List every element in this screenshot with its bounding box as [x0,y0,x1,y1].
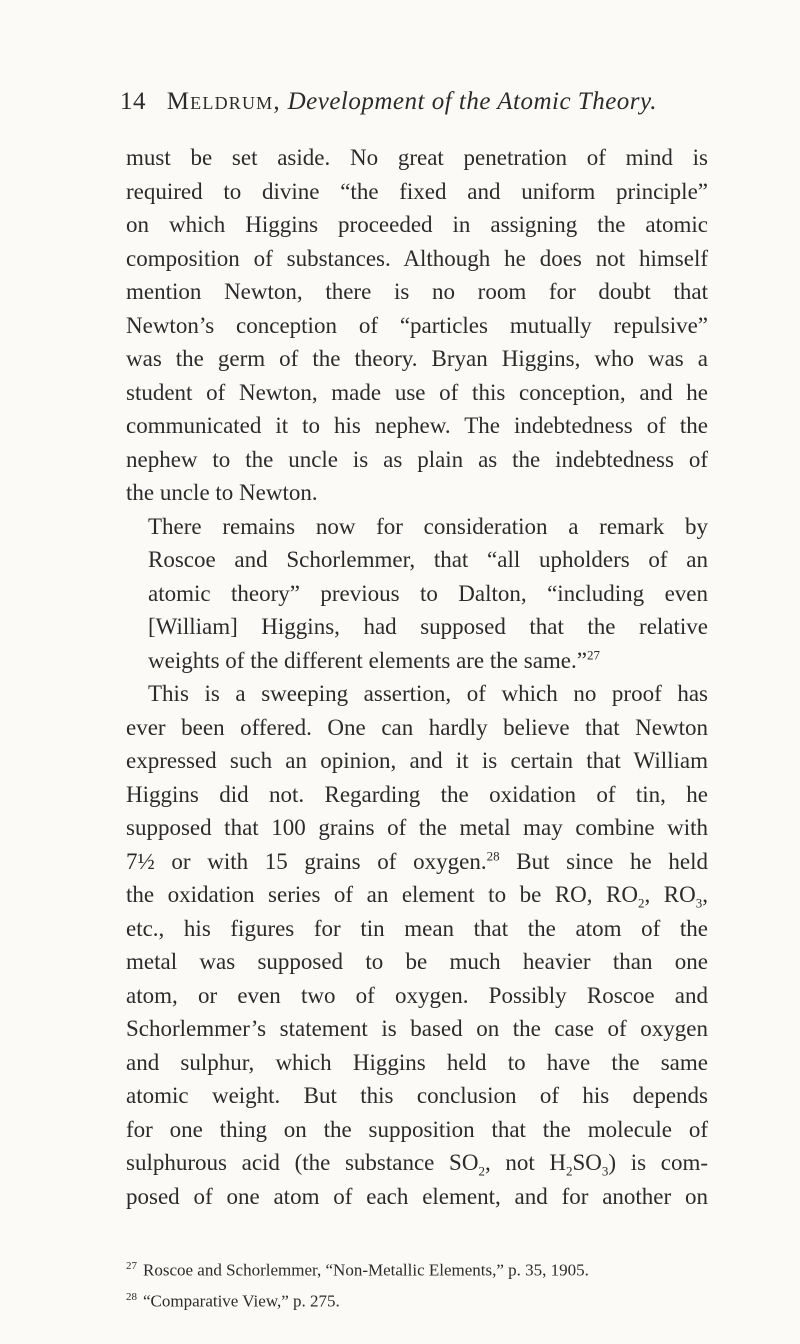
footnote-mark: 28 [126,1290,137,1303]
subscript: 2 [566,1163,573,1179]
text-line: nephew to the uncle is as plain as the indebtedness of [126,446,708,472]
text-line: atomic theory” previous to Dalton, “including even [148,580,708,606]
text-line: expressed such an opinion, and it is certain that William [126,748,708,773]
running-head-author: Meldrum, [166,88,281,115]
text-line: atomic weight. But this conclusion of his depends [126,1083,708,1108]
text-fragment: ) is com- [608,1150,708,1175]
text-line [126,1146,708,1180]
text-line: There remains now for consideration a remark by [148,513,708,539]
paragraph-1 [126,141,708,510]
text-line: posed of one atom of each element, and for another on [126,1183,708,1209]
text-line: student of Newton, made use of this conception, and he [126,379,708,405]
text-fragment: SO [572,1150,602,1175]
text-fragment: But since he held [499,848,708,874]
text-line: composition of substances. Although he does not himself [126,245,708,271]
text-line [126,845,708,879]
text-line: Newton’s conception of “particles mutually repulsive” [126,312,708,338]
page-number: 14 [120,88,146,115]
subscript: 3 [601,1163,609,1179]
text-line: Schorlemmer’s statement is based on the case of oxygen [126,1016,708,1041]
footnote-ref-28[interactable]: 28 [486,847,500,863]
text-line: on which Higgins proceeded in assigning the atomic [126,212,708,237]
text-fragment: the oxidation series of an element to be RO, RO [126,882,639,907]
text-line: was the germ of the theory. Bryan Higgins, who was a [126,346,708,371]
subscript: 3 [695,895,703,911]
text-line: supposed that 100 grains of the metal may combine with [126,815,708,840]
text-line: [William] Higgins, had supposed that the relative [148,614,708,639]
text-line: Roscoe and Schorlemmer, that “all upholders of an [148,547,708,572]
footnote-mark: 27 [126,1260,137,1272]
footnote-text: Roscoe and Schorlemmer, “Non-Metallic Elements,” p. 35, 1905. [143,1260,589,1280]
text-line [126,878,708,912]
text-line: This is a sweeping assertion, of which no proof has [148,681,708,706]
running-head [120,88,720,116]
text-line: and sulphur, which Higgins held to have the same [126,1049,708,1075]
text-line [126,644,708,678]
text-line: etc., his figures for tin mean that the atom of the [126,915,708,941]
text-line: atom, or even two of oxygen. Possibly Roscoe and [126,982,708,1008]
text-fragment: , not H [484,1150,567,1175]
paragraph-3 [126,677,708,1213]
text-line: the uncle to Newton. [126,480,318,505]
text-line: Higgins did not. Regarding the oxidation of tin, he [126,781,708,807]
footnotes [126,1253,708,1314]
footnote-ref-27[interactable]: 27 [586,646,600,662]
running-head-title: Development of the Atomic Theory. [287,88,658,115]
subscript: 2 [638,895,645,911]
text-line: metal was supposed to be much heavier than one [126,949,708,974]
text-fragment: , [702,882,708,907]
subscript: 2 [478,1163,485,1179]
text-line: ever been offered. One can hardly believe that Newton [126,714,708,740]
text-line: for one thing on the supposition that the molecule of [126,1116,708,1142]
text-fragment: , RO [644,882,696,907]
paragraph-2 [126,510,708,678]
body-text [126,141,708,1213]
footnote-text: “Comparative View,” p. 275. [143,1291,340,1311]
text-line: mention Newton, there is no room for doubt that [126,279,708,304]
text-fragment: sulphurous acid (the substance SO [126,1150,479,1175]
footnote-27 [126,1253,708,1284]
text-line: must be set aside. No great penetration of mind is [126,145,708,170]
text-fragment: weights of the different elements are the same.” [148,647,587,673]
text-line: required to divine “the fixed and uniform principle” [126,178,708,204]
text-fragment: 7½ or with 15 grains of oxygen. [126,848,487,874]
text-line: communicated it to his nephew. The indebtedness of the [126,413,708,438]
footnote-28 [126,1284,708,1315]
